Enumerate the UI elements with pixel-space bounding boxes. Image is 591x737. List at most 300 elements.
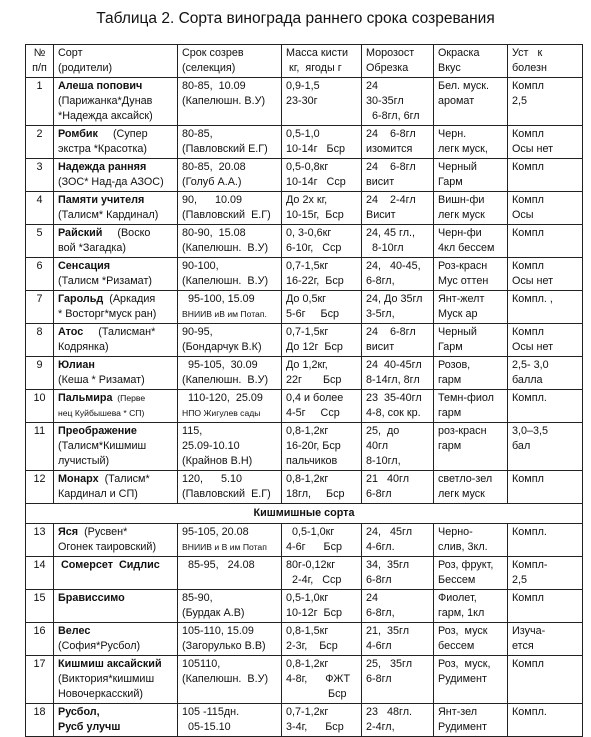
frost-pruning-cell-line: 3-5гл, <box>366 308 395 320</box>
color-taste-cell-line: легк муск, <box>438 143 488 155</box>
table-title: Таблица 2. Сорта винограда раннего срока созревания <box>96 10 495 27</box>
variety-cell <box>54 524 178 557</box>
frost-pruning-cell <box>362 324 434 357</box>
color-taste-cell-line: Гарм <box>438 176 463 188</box>
disease-resistance-cell <box>508 656 583 704</box>
ripening-cell-line: 105110, <box>182 658 221 670</box>
frost-pruning-cell-line: 24 6-8гл <box>366 128 416 140</box>
table-row <box>26 557 583 590</box>
header-moroz: Морозост Обрезка <box>362 45 434 78</box>
table-row <box>26 704 583 737</box>
header-srok: Срок созрев (селекция) <box>178 45 282 78</box>
bunch-mass-cell-line: 10-12г Бср <box>286 607 343 619</box>
table-row <box>26 192 583 225</box>
color-taste-cell-line: Янт-желт <box>438 293 485 305</box>
frost-pruning-cell-line: 24 <box>366 80 379 92</box>
bunch-mass-cell-line: 16-20г, Бср <box>286 440 341 452</box>
disease-resistance-cell-line: Компл <box>512 260 544 272</box>
variety-cell <box>54 324 178 357</box>
ripening-cell-line: 90-100, <box>182 260 219 272</box>
ripening-cell <box>178 324 282 357</box>
ripening-cell <box>178 471 282 504</box>
ripening-cell-line: 90-95, <box>182 326 213 338</box>
row-number: 3 <box>26 159 54 192</box>
table-row <box>26 656 583 704</box>
row-number: 18 <box>26 704 54 737</box>
color-taste-cell <box>434 324 508 357</box>
color-taste-cell-line: Рудимент <box>438 721 487 733</box>
bunch-mass-cell <box>282 192 362 225</box>
color-taste-cell <box>434 656 508 704</box>
row-number: 10 <box>26 390 54 423</box>
variety-parents: (Русвен* <box>78 526 128 538</box>
disease-resistance-cell-line: 2,5 <box>512 95 528 107</box>
bunch-mass-cell-line: 0,7-1,5кг <box>286 326 329 338</box>
variety-parents: (ЗОС* Над-да АЗОС) <box>58 176 164 188</box>
variety-name: Райский <box>58 227 103 239</box>
variety-parents: Новочеркасский) <box>58 688 143 700</box>
bunch-mass-cell-line: 6-10г, Сср <box>286 242 342 254</box>
color-taste-cell-line: Бел. муск. <box>438 80 489 92</box>
frost-pruning-cell <box>362 159 434 192</box>
row-number: 1 <box>26 78 54 126</box>
ripening-cell-line: 95-100, 15.09 <box>182 293 255 305</box>
ripening-cell <box>178 291 282 324</box>
table-row <box>26 390 583 423</box>
frost-pruning-cell-line: 23 35-40гл <box>366 392 422 404</box>
disease-resistance-cell-line: Компл <box>512 326 544 338</box>
disease-resistance-cell <box>508 225 583 258</box>
header-sort: Сорт (родители) <box>54 45 178 78</box>
disease-resistance-cell <box>508 291 583 324</box>
frost-pruning-cell-line: 21, 35гл <box>366 625 410 637</box>
frost-pruning-cell <box>362 390 434 423</box>
frost-pruning-cell <box>362 471 434 504</box>
frost-pruning-cell-line: 8-10гл <box>366 242 404 254</box>
variety-parents: (Аркадия <box>103 293 156 305</box>
header-ust: Уст к болезн <box>508 45 583 78</box>
disease-resistance-cell-line: Компл. <box>512 706 547 718</box>
variety-parents: (Кеша * Ризамат) <box>58 374 145 386</box>
bunch-mass-cell-line: До 2х кг, <box>286 194 328 206</box>
row-number: 8 <box>26 324 54 357</box>
row-number: 9 <box>26 357 54 390</box>
color-taste-cell-line: Черный <box>438 161 477 173</box>
ripening-cell <box>178 357 282 390</box>
ripening-cell-line: 80-85, 20.08 <box>182 161 246 173</box>
table-row <box>26 324 583 357</box>
bunch-mass-cell-line: 0,5-1,0кг <box>286 526 335 538</box>
bunch-mass-cell <box>282 357 362 390</box>
color-taste-cell-line: Роз, муск, <box>438 658 491 670</box>
disease-resistance-cell-line: Компл <box>512 128 544 140</box>
variety-name: Брависсимо <box>58 592 125 604</box>
color-taste-cell-line: Вишн-фи <box>438 194 485 206</box>
bunch-mass-cell-line: 0,7-1,5кг <box>286 260 329 272</box>
bunch-mass-cell-line: 10-14г Бср <box>286 143 346 155</box>
color-taste-cell <box>434 258 508 291</box>
variety-cell <box>54 590 178 623</box>
disease-resistance-cell-line: Компл <box>512 592 544 604</box>
ripening-cell-line: (Голуб А.А.) <box>182 176 242 188</box>
ripening-cell <box>178 524 282 557</box>
bunch-mass-cell-line: До 12г Бср <box>286 341 343 353</box>
color-taste-cell-line: Бессем <box>438 574 476 586</box>
table-row <box>26 524 583 557</box>
color-taste-cell <box>434 159 508 192</box>
frost-pruning-cell-line: висит <box>366 176 395 188</box>
color-taste-cell <box>434 225 508 258</box>
variety-parents: (Супер <box>97 128 148 140</box>
table-row <box>26 159 583 192</box>
frost-pruning-cell <box>362 258 434 291</box>
disease-resistance-cell <box>508 524 583 557</box>
bunch-mass-cell <box>282 704 362 737</box>
color-taste-cell-line: Рудимент <box>438 673 487 685</box>
bunch-mass-cell <box>282 78 362 126</box>
variety-cell <box>54 225 178 258</box>
ripening-cell-line: (Капелюшн. В.У) <box>182 275 269 287</box>
header-okraska: Окраска Вкус <box>434 45 508 78</box>
disease-resistance-cell-line: Компл <box>512 80 544 92</box>
color-taste-cell-line: Янт-зел <box>438 706 478 718</box>
ripening-cell-line: НПО Жигулев сады <box>182 408 261 418</box>
bunch-mass-cell <box>282 126 362 159</box>
color-taste-cell-line: Фиолет, <box>438 592 477 604</box>
row-number: 6 <box>26 258 54 291</box>
ripening-cell <box>178 590 282 623</box>
color-taste-cell <box>434 78 508 126</box>
frost-pruning-cell-line: 24 40-45гл <box>366 359 422 371</box>
bunch-mass-cell-line: 0,7-1,2кг <box>286 706 329 718</box>
variety-parents: (Парижанка*Дунав <box>58 95 153 107</box>
table-row <box>26 471 583 504</box>
disease-resistance-cell <box>508 324 583 357</box>
table-row <box>26 126 583 159</box>
frost-pruning-cell-line: висит <box>366 341 395 353</box>
ripening-cell-line: (Загорулько В.В) <box>182 640 266 652</box>
bunch-mass-cell-line: 2-3г, Бср <box>286 640 338 652</box>
ripening-cell-line: (Павловский Е.Г) <box>182 143 268 155</box>
section-title: Кишмишные сорта <box>26 504 583 524</box>
variety-name: Атос <box>58 326 84 338</box>
disease-resistance-cell-line: ется <box>512 640 534 652</box>
bunch-mass-cell-line: 4-6г Бср <box>286 541 343 553</box>
variety-parents: (Талисман* <box>83 326 156 338</box>
color-taste-cell-line: Роз, муск <box>438 625 488 637</box>
ripening-cell <box>178 557 282 590</box>
frost-pruning-cell-line: 8-10гл, <box>366 455 401 467</box>
variety-name: Надежда ранняя <box>58 161 147 173</box>
disease-resistance-cell <box>508 357 583 390</box>
frost-pruning-cell-line: 34, 35гл <box>366 559 410 571</box>
variety-cell <box>54 656 178 704</box>
frost-pruning-cell-line: 24, До 35гл <box>366 293 423 305</box>
frost-pruning-cell-line: 24 <box>366 592 379 604</box>
ripening-cell <box>178 656 282 704</box>
variety-name: Гарольд <box>58 293 104 305</box>
frost-pruning-cell-line: Висит <box>366 209 396 221</box>
variety-name: Сомерсет Сидлис <box>58 559 160 571</box>
disease-resistance-cell-line: балла <box>512 374 543 386</box>
ripening-cell-line: 105 -115дн. <box>182 706 240 718</box>
color-taste-cell <box>434 126 508 159</box>
row-number: 7 <box>26 291 54 324</box>
disease-resistance-cell <box>508 78 583 126</box>
color-taste-cell-line: аромат <box>438 95 475 107</box>
bunch-mass-cell-line: 10-15г, Бср <box>286 209 344 221</box>
variety-parents: (София*Русбол) <box>58 640 141 652</box>
table-body <box>26 78 583 737</box>
variety-parents: Огонек таировский) <box>58 541 157 553</box>
frost-pruning-cell <box>362 623 434 656</box>
ripening-cell-line: (Павловский Е.Г) <box>182 488 271 500</box>
color-taste-cell <box>434 291 508 324</box>
ripening-cell-line: ВНИИВ и В им Потап <box>182 542 267 552</box>
disease-resistance-cell <box>508 159 583 192</box>
variety-parents: лучистый) <box>58 455 110 467</box>
color-taste-cell-line: Черный <box>438 326 477 338</box>
variety-name: Пальмира <box>58 392 113 404</box>
variety-name: Юлиан <box>58 359 95 371</box>
bunch-mass-cell-line: До 1,2кг, <box>286 359 328 371</box>
variety-parents: (Талисм*Кишмиш <box>58 440 147 452</box>
color-taste-cell <box>434 192 508 225</box>
table-row <box>26 623 583 656</box>
bunch-mass-cell <box>282 390 362 423</box>
disease-resistance-cell-line: Компл <box>512 473 544 485</box>
ripening-cell <box>178 159 282 192</box>
frost-pruning-cell-line: 24, 40-45, <box>366 260 421 272</box>
ripening-cell-line: 80-90, 15.08 <box>182 227 246 239</box>
disease-resistance-cell <box>508 704 583 737</box>
ripening-cell-line: (Капелюшн. В.У) <box>182 95 266 107</box>
frost-pruning-cell-line: изомится <box>366 143 413 155</box>
frost-pruning-cell-line: 4-8, сок кр. <box>366 407 421 419</box>
variety-parents: * Восторг*муск ран) <box>58 308 157 320</box>
color-taste-cell-line: Черн-фи <box>438 227 482 239</box>
variety-cell <box>54 357 178 390</box>
disease-resistance-cell <box>508 471 583 504</box>
bunch-mass-cell-line: 4-8г, ФЖТ <box>286 673 351 685</box>
row-number: 16 <box>26 623 54 656</box>
row-number: 4 <box>26 192 54 225</box>
variety-parents: (Перве <box>112 393 146 403</box>
frost-pruning-cell-line: 6-8гл, <box>366 607 395 619</box>
bunch-mass-cell-line: 3-4г, Бср <box>286 721 344 733</box>
section-header-row <box>26 504 583 524</box>
frost-pruning-cell-line: 23 48гл. <box>366 706 413 718</box>
ripening-cell <box>178 623 282 656</box>
frost-pruning-cell <box>362 126 434 159</box>
frost-pruning-cell-line: 4-6гл. <box>366 541 395 553</box>
bunch-mass-cell <box>282 159 362 192</box>
table-row <box>26 225 583 258</box>
ripening-cell-line: 80-85, <box>182 128 213 140</box>
ripening-cell-line: 85-95, 24.08 <box>182 559 255 571</box>
bunch-mass-cell-line: 0,5-1,0кг <box>286 592 329 604</box>
disease-resistance-cell-line: Компл. <box>512 526 547 538</box>
variety-cell <box>54 126 178 159</box>
ripening-cell-line: 110-120, 25.09 <box>182 392 263 404</box>
frost-pruning-cell-line: 25, 35гл <box>366 658 413 670</box>
disease-resistance-cell <box>508 423 583 471</box>
variety-name: Ромбик <box>58 128 98 140</box>
color-taste-cell <box>434 557 508 590</box>
table-header-row <box>26 45 583 78</box>
disease-resistance-cell-line: 2,5 <box>512 574 528 586</box>
disease-resistance-cell-line: Компл. <box>512 392 547 404</box>
ripening-cell-line: (Капелюшн. В.У) <box>182 673 269 685</box>
ripening-cell <box>178 423 282 471</box>
frost-pruning-cell <box>362 557 434 590</box>
variety-parents: вой *Загадка) <box>58 242 126 254</box>
frost-pruning-cell-line: 6-8гл, 6гл <box>366 110 420 122</box>
frost-pruning-cell-line: 4-6гл <box>366 640 392 652</box>
variety-name: Алеша попович <box>58 80 143 92</box>
disease-resistance-cell-line: Компл- <box>512 559 548 571</box>
variety-cell <box>54 258 178 291</box>
bunch-mass-cell <box>282 590 362 623</box>
disease-resistance-cell-line: Компл <box>512 658 544 670</box>
frost-pruning-cell-line: 21 40гл <box>366 473 410 485</box>
frost-pruning-cell-line: 24, 45гл <box>366 526 413 538</box>
header-massa: Масса кисти кг, ягоды г <box>282 45 362 78</box>
frost-pruning-cell <box>362 192 434 225</box>
disease-resistance-cell-line: Изуча- <box>512 625 546 637</box>
frost-pruning-cell-line: 24 6-8гл <box>366 161 416 173</box>
bunch-mass-cell-line: 23-30г <box>286 95 318 107</box>
bunch-mass-cell-line: пальчиков <box>286 455 338 467</box>
bunch-mass-cell <box>282 225 362 258</box>
color-taste-cell-line: легк муск <box>438 488 485 500</box>
disease-resistance-cell-line: 3,0–3,5 <box>512 425 549 437</box>
ripening-cell-line: (Павловский Е.Г) <box>182 209 271 221</box>
bunch-mass-cell-line: 5-6г Бср <box>286 308 340 320</box>
table-row <box>26 590 583 623</box>
variety-name: Кишмиш аксайский <box>58 658 162 670</box>
bunch-mass-cell-line: 0,8-1,2кг <box>286 473 329 485</box>
frost-pruning-cell <box>362 291 434 324</box>
bunch-mass-cell-line: 0, 3-0,6кг <box>286 227 332 239</box>
row-number: 11 <box>26 423 54 471</box>
grape-varieties-table <box>25 44 583 737</box>
variety-parents: экстра *Красотка) <box>58 143 148 155</box>
bunch-mass-cell-line: 4-5г Сср <box>286 407 340 419</box>
color-taste-cell-line: бессем <box>438 640 475 652</box>
disease-resistance-cell-line: Компл <box>512 161 544 173</box>
variety-parents: (Талисм *Ризамат) <box>58 275 152 287</box>
ripening-cell <box>178 225 282 258</box>
frost-pruning-cell-line: 2-4гл, <box>366 721 395 733</box>
frost-pruning-cell <box>362 357 434 390</box>
color-taste-cell-line: Темн-фиол <box>438 392 494 404</box>
color-taste-cell-line: гарм <box>438 440 462 452</box>
color-taste-cell-line: Розов, <box>438 359 471 371</box>
color-taste-cell <box>434 390 508 423</box>
disease-resistance-cell <box>508 390 583 423</box>
color-taste-cell-line: гарм <box>438 407 462 419</box>
variety-parents: (Воско <box>102 227 151 239</box>
bunch-mass-cell-line: 0,4 и более <box>286 392 344 404</box>
color-taste-cell-line: Гарм <box>438 341 463 353</box>
color-taste-cell <box>434 623 508 656</box>
disease-resistance-cell <box>508 192 583 225</box>
table-row <box>26 291 583 324</box>
color-taste-cell-line: светло-зел <box>438 473 493 485</box>
variety-cell <box>54 471 178 504</box>
color-taste-cell-line: 4кл бессем <box>438 242 495 254</box>
row-number: 17 <box>26 656 54 704</box>
variety-parents: Русб улучш <box>58 721 121 733</box>
bunch-mass-cell-line: 16-22г, Бср <box>286 275 344 287</box>
ripening-cell <box>178 126 282 159</box>
ripening-cell-line: (Крайнов В.Н) <box>182 455 253 467</box>
color-taste-cell <box>434 590 508 623</box>
disease-resistance-cell <box>508 590 583 623</box>
variety-parents: (Виктория*кишмиш <box>58 673 155 685</box>
ripening-cell <box>178 704 282 737</box>
color-taste-cell-line: слив, 3кл. <box>438 541 488 553</box>
disease-resistance-cell-line: Осы нет <box>512 341 554 353</box>
bunch-mass-cell-line: 2-4г, Сср <box>286 574 342 586</box>
variety-cell <box>54 291 178 324</box>
bunch-mass-cell-line: 0,8-1,2кг <box>286 425 329 437</box>
ripening-cell-line: 85-90, <box>182 592 213 604</box>
ripening-cell <box>178 192 282 225</box>
disease-resistance-cell <box>508 557 583 590</box>
variety-name: Сенсация <box>58 260 111 272</box>
ripening-cell-line: (Капелюшн. В.У) <box>182 242 269 254</box>
ripening-cell-line: 115, <box>182 425 203 437</box>
disease-resistance-cell-line: бал <box>512 440 531 452</box>
ripening-cell-line: (Бондарчук В.К) <box>182 341 262 353</box>
bunch-mass-cell <box>282 324 362 357</box>
row-number: 15 <box>26 590 54 623</box>
row-number: 5 <box>26 225 54 258</box>
ripening-cell-line: 95-105, 30.09 <box>182 359 258 371</box>
variety-cell <box>54 390 178 423</box>
header-num: № п/п <box>26 45 54 78</box>
ripening-cell-line: 25.09-10.10 <box>182 440 240 452</box>
row-number: 14 <box>26 557 54 590</box>
bunch-mass-cell <box>282 423 362 471</box>
bunch-mass-cell <box>282 471 362 504</box>
bunch-mass-cell-line: 0,8-1,2кг <box>286 658 329 670</box>
bunch-mass-cell-line: Бср <box>286 688 347 700</box>
color-taste-cell-line: легк муск <box>438 209 485 221</box>
ripening-cell-line: 05-15.10 <box>182 721 231 733</box>
variety-cell <box>54 704 178 737</box>
ripening-cell-line: 80-85, 10.09 <box>182 80 246 92</box>
color-taste-cell <box>434 524 508 557</box>
disease-resistance-cell <box>508 126 583 159</box>
bunch-mass-cell <box>282 524 362 557</box>
bunch-mass-cell-line: 80г-0,12кг <box>286 559 336 571</box>
disease-resistance-cell-line: Компл <box>512 194 544 206</box>
variety-cell <box>54 192 178 225</box>
frost-pruning-cell-line: 6-8гл, <box>366 275 395 287</box>
color-taste-cell-line: Черно- <box>438 526 473 538</box>
color-taste-cell-line: гарм, 1кл <box>438 607 485 619</box>
color-taste-cell-line: Мус оттен <box>438 275 489 287</box>
variety-name: Велес <box>58 625 91 637</box>
row-number: 13 <box>26 524 54 557</box>
variety-name: Памяти учителя <box>58 194 145 206</box>
variety-cell <box>54 159 178 192</box>
bunch-mass-cell-line: 0,9-1,5 <box>286 80 320 92</box>
variety-parents: нец Куйбышева * СП) <box>58 408 145 418</box>
